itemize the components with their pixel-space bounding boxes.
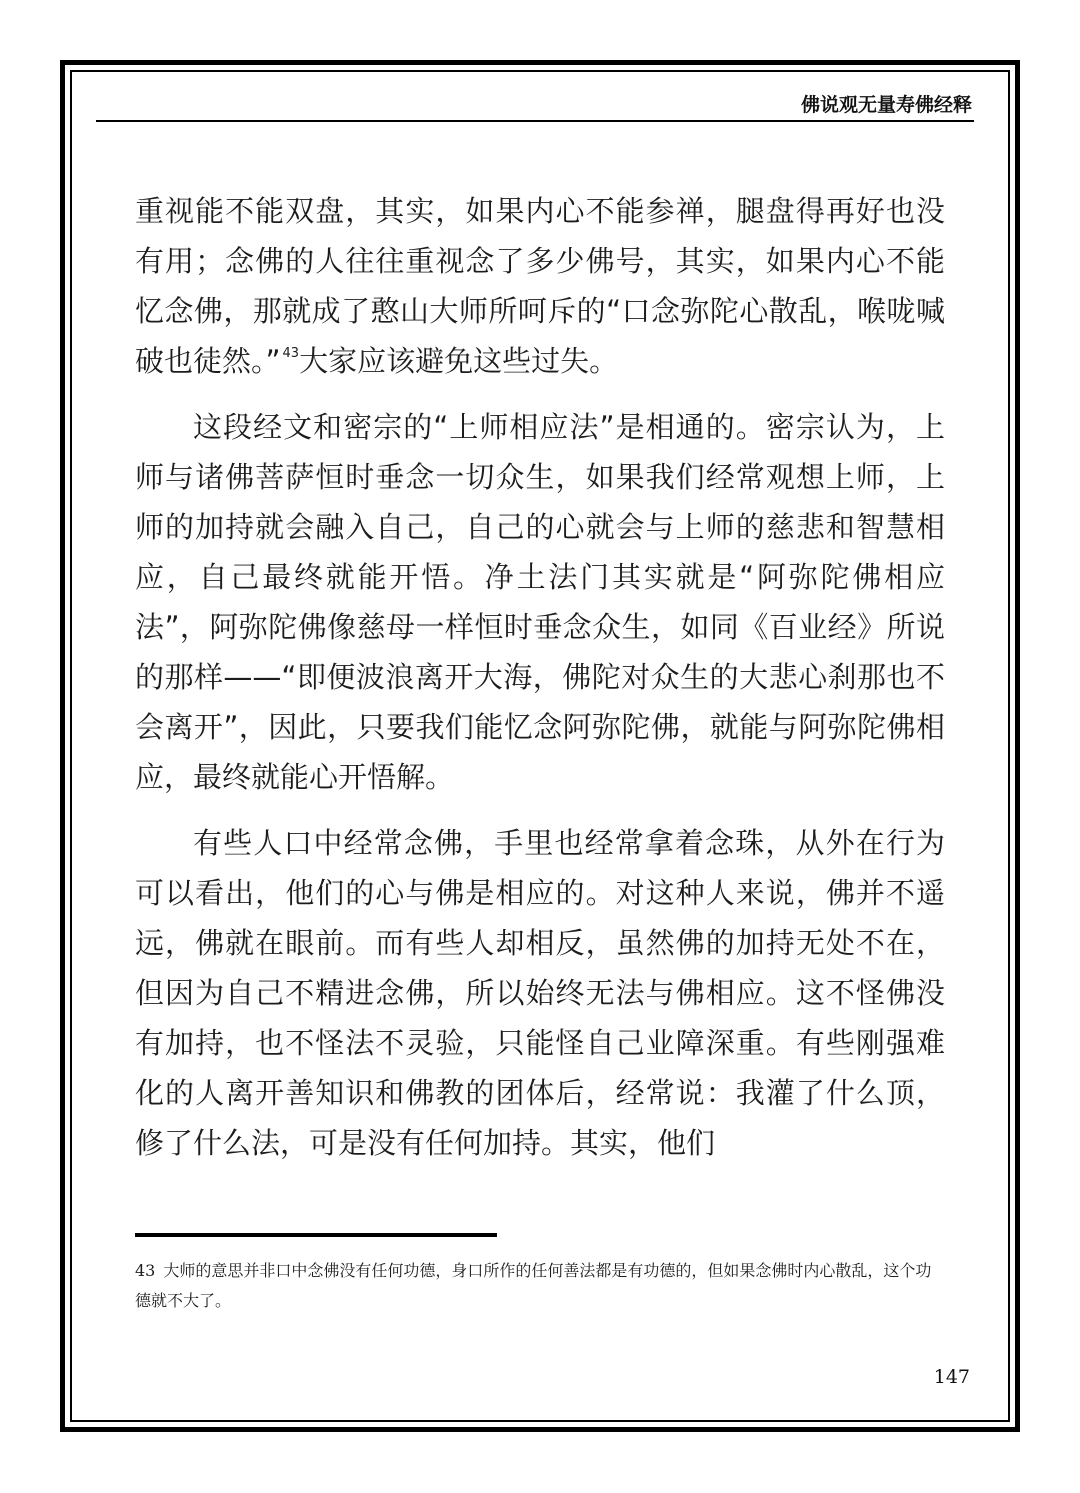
page-number: 147 — [933, 1366, 970, 1388]
main-text — [135, 186, 945, 1168]
footnote — [135, 1256, 945, 1316]
header-rule — [96, 120, 974, 122]
paragraph-1 — [135, 186, 945, 386]
running-header-title: 佛说观无量寿佛经释 — [800, 94, 972, 116]
footnote-text: 大师的意思并非口中念佛没有任何功德，身口所作的任何善法都是有功德的，但如果念佛时内心散乱，这个功德就不大了。 — [135, 1261, 932, 1310]
footnote-reference: 43 — [282, 346, 300, 361]
paragraph-1-text-continued: 大家应该避免这些过失。 — [299, 344, 619, 378]
footnote-number: 43 — [135, 1261, 156, 1280]
paragraph-3: 有些人口中经常念佛，手里也经常拿着念珠，从外在行为可以看出，他们的心与佛是相应的。对这种人来说，佛并不遥远，佛就在眼前。而有些人却相反，虽然佛的加持无处不在，但因为自己不精进念佛，所以始终无法与佛相应。这不怪佛没有加持，也不怪法不灵验，只能怪自己业障深重。有些刚强难化的人离开善知识和佛教的团体后，经常说：我灌了什么顶，修了什么法，可是没有任何加持。其实，他们 — [135, 826, 945, 1160]
footnote-rule — [135, 1233, 497, 1237]
paragraph-2: 这段经文和密宗的“上师相应法”是相通的。密宗认为，上师与诸佛菩萨恒时垂念一切众生，如果我们经常观想上师，上师的加持就会融入自己，自己的心就会与上师的慈悲和智慧相应，自己最终就能开悟。净土法门其实就是“阿弥陀佛相应法”，阿弥陀佛像慈母一样恒时垂念众生，如同《百业经》所说的那样——“即便波浪离开大海，佛陀对众生的大悲心刹那也不会离开”，因此，只要我们能忆念阿弥陀佛，就能与阿弥陀佛相应，最终就能心开悟解。 — [135, 410, 945, 794]
paragraph-1-text: 重视能不能双盘，其实，如果内心不能参禅，腿盘得再好也没有用；念佛的人往往重视念了多少佛号，其实，如果内心不能忆念佛，那就成了憨山大师所呵斥的“口念弥陀心散乱，喉咙喊破也徒然。” — [135, 194, 945, 378]
